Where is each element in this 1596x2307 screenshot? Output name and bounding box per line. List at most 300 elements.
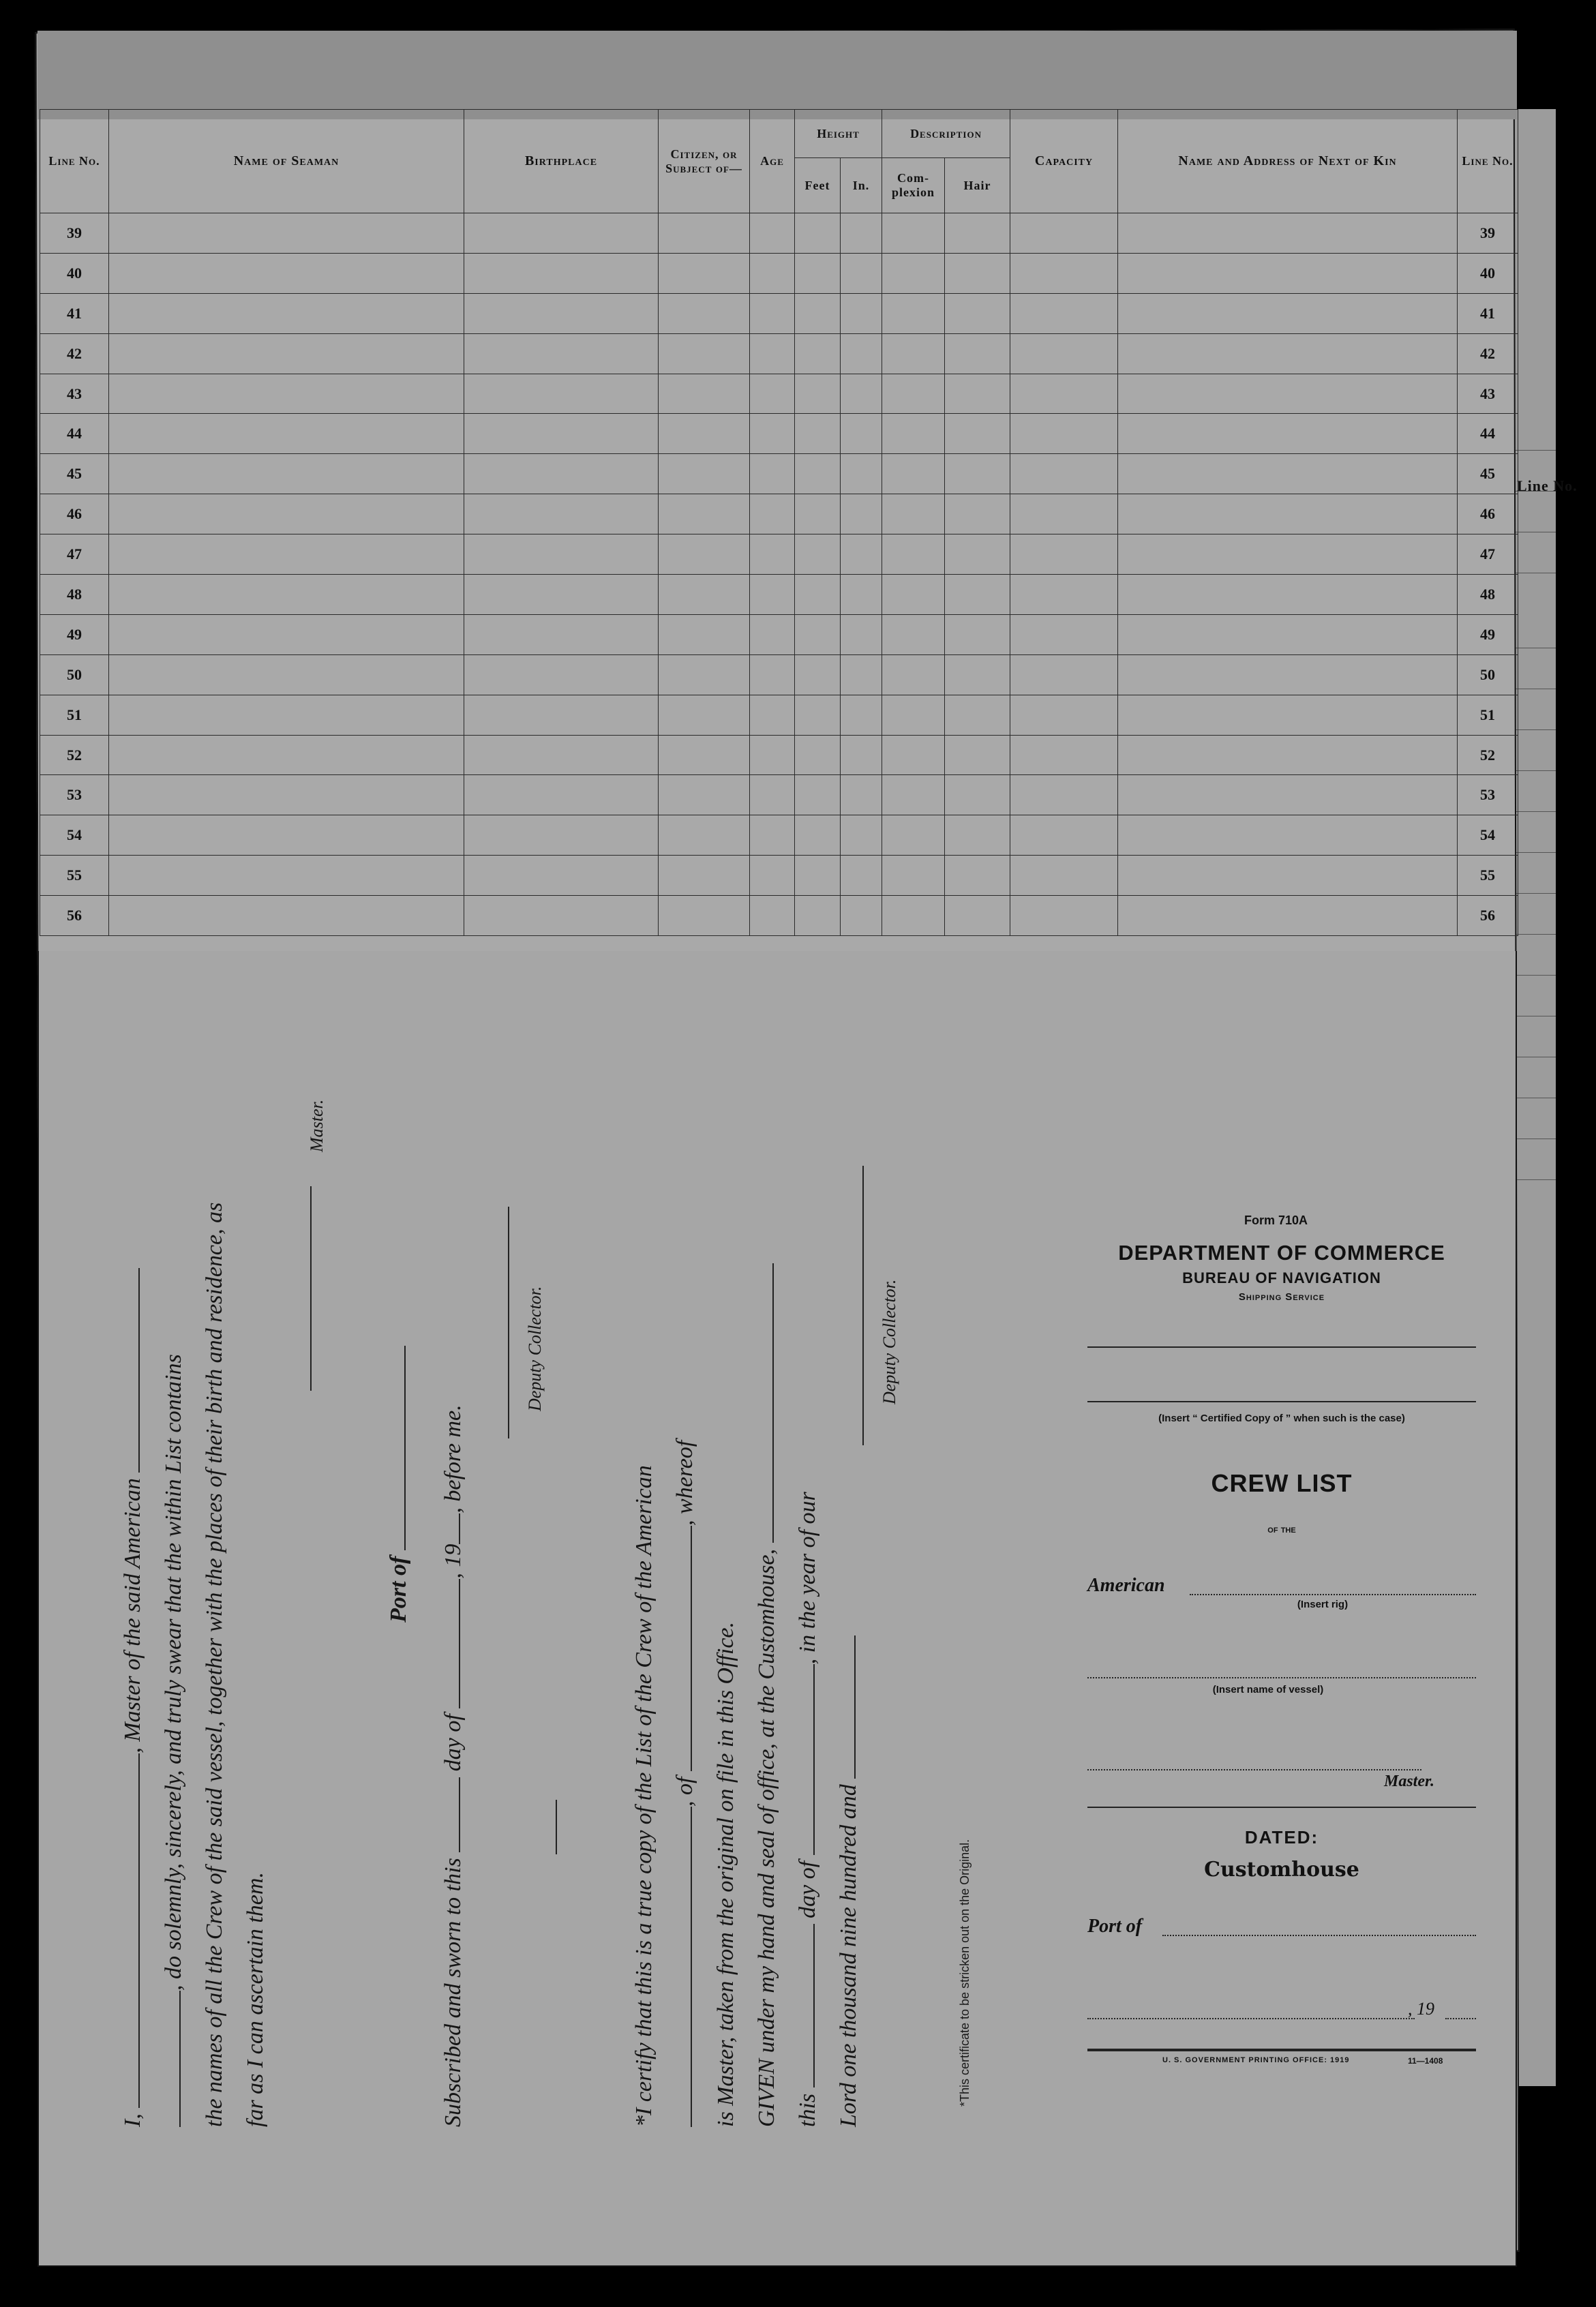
entry-cell[interactable] (109, 454, 464, 494)
entry-cell[interactable] (841, 735, 882, 775)
oath-nineteen: , 19 (440, 1543, 466, 1579)
oath-i: I, (120, 2113, 145, 2127)
entry-cell[interactable] (841, 534, 882, 575)
entry-cell[interactable] (464, 575, 659, 615)
insert-rig-note: (Insert rig) (1297, 1599, 1349, 1610)
underlying-line-header: Line No. (1517, 477, 1578, 494)
entry-cell[interactable] (945, 654, 1010, 695)
crew-table-body (40, 213, 1518, 936)
entry-cell[interactable] (882, 896, 945, 936)
entry-cell[interactable] (795, 414, 841, 454)
line-number: 54 (40, 815, 109, 856)
entry-cell[interactable] (750, 896, 795, 936)
header-citizen: Citizen, or Subject of— (659, 110, 750, 213)
entry-cell[interactable] (795, 494, 841, 534)
entry-cell[interactable] (109, 414, 464, 454)
entry-cell[interactable] (1010, 614, 1118, 654)
entry-cell[interactable] (464, 695, 659, 735)
entry-cell[interactable] (1118, 896, 1458, 936)
line-number: 56 (40, 896, 109, 936)
entry-cell[interactable] (1118, 253, 1458, 293)
entry-cell[interactable] (109, 575, 464, 615)
table-row (40, 293, 1518, 333)
port-of-label: Port of (1087, 1916, 1143, 1937)
entry-cell[interactable] (1010, 735, 1118, 775)
oath-year-of-our: , in the year of our (795, 1492, 820, 1665)
entry-cell[interactable] (659, 253, 750, 293)
cert-month-blank[interactable] (796, 1664, 815, 1855)
entry-cell[interactable] (1118, 614, 1458, 654)
entry-cell[interactable] (750, 775, 795, 815)
entry-cell[interactable] (464, 735, 659, 775)
entry-cell[interactable] (841, 654, 882, 695)
entry-cell[interactable] (1118, 856, 1458, 896)
entry-cell[interactable] (795, 213, 841, 254)
entry-cell[interactable] (882, 494, 945, 534)
entry-cell[interactable] (882, 253, 945, 293)
table-row (40, 333, 1518, 374)
table-row (40, 896, 1518, 936)
entry-cell[interactable] (1118, 534, 1458, 575)
department-title: DEPARTMENT OF COMMERCE (1118, 1241, 1445, 1265)
entry-cell[interactable] (882, 654, 945, 695)
entry-cell[interactable] (841, 775, 882, 815)
entry-cell[interactable] (750, 213, 795, 254)
entry-cell[interactable] (945, 213, 1010, 254)
entry-cell[interactable] (1010, 695, 1118, 735)
entry-cell[interactable] (1010, 815, 1118, 856)
line-number-right: 55 (1458, 856, 1518, 896)
certified-copy-line[interactable] (1087, 1346, 1476, 1348)
entry-cell[interactable] (1010, 534, 1118, 575)
oath-given: GIVEN under my hand and seal of office, at the Customhouse, (754, 1548, 779, 2127)
header-age: Age (750, 110, 795, 213)
table-row (40, 534, 1518, 575)
entry-cell[interactable] (1118, 454, 1458, 494)
entry-cell[interactable] (1010, 213, 1118, 254)
entry-cell[interactable] (795, 253, 841, 293)
entry-cell[interactable] (945, 856, 1010, 896)
entry-cell[interactable] (841, 494, 882, 534)
entry-cell[interactable] (750, 253, 795, 293)
line-number: 53 (40, 775, 109, 815)
line-number-right: 47 (1458, 534, 1518, 575)
deputy-signature-line-2[interactable] (862, 1166, 864, 1445)
entry-cell[interactable] (945, 534, 1010, 575)
cert-port-blank[interactable] (673, 1526, 692, 1771)
entry-cell[interactable] (1118, 695, 1458, 735)
entry-cell[interactable] (882, 815, 945, 856)
entry-cell[interactable] (109, 654, 464, 695)
entry-cell[interactable] (1010, 293, 1118, 333)
entry-cell[interactable] (659, 534, 750, 575)
rig-line[interactable] (1190, 1594, 1476, 1595)
entry-cell[interactable] (1118, 815, 1458, 856)
header-feet: Feet (795, 158, 841, 213)
day-blank[interactable] (441, 1777, 460, 1852)
table-row (40, 775, 1518, 815)
customhouse-label: Customhouse (1204, 1858, 1359, 1882)
oath-subscribed: Subscribed and sworn to this (440, 1858, 466, 2127)
entry-cell[interactable] (945, 494, 1010, 534)
entry-cell[interactable] (795, 575, 841, 615)
american-label: American (1087, 1575, 1165, 1596)
entry-cell[interactable] (659, 333, 750, 374)
entry-cell[interactable] (882, 856, 945, 896)
master-signature-label: Master. (307, 1099, 327, 1152)
table-row (40, 414, 1518, 454)
entry-cell[interactable] (750, 614, 795, 654)
entry-cell[interactable] (795, 695, 841, 735)
table-row (40, 815, 1518, 856)
entry-cell[interactable] (464, 454, 659, 494)
entry-cell[interactable] (882, 735, 945, 775)
line-number-right: 52 (1458, 735, 1518, 775)
entry-cell[interactable] (882, 454, 945, 494)
entry-cell[interactable] (945, 575, 1010, 615)
entry-cell[interactable] (945, 414, 1010, 454)
header-capacity: Capacity (1010, 110, 1118, 213)
master-label: Master. (1384, 1773, 1435, 1790)
service-title: Shipping Service (1238, 1291, 1325, 1303)
entry-cell[interactable] (945, 775, 1010, 815)
entry-cell[interactable] (750, 374, 795, 414)
line-number-right: 42 (1458, 333, 1518, 374)
entry-cell[interactable] (841, 896, 882, 936)
certified-copy-note: (Insert “ Certified Copy of ” when such is the case) (1158, 1413, 1405, 1424)
entry-cell[interactable] (659, 454, 750, 494)
cert-vessel-blank[interactable] (673, 1807, 692, 2127)
certified-copy-line-2[interactable] (1087, 1401, 1476, 1402)
entry-cell[interactable] (109, 293, 464, 333)
entry-cell[interactable] (945, 815, 1010, 856)
crew-table (40, 109, 1518, 936)
oath-do-solemnly: , do solemnly, sincerely, and truly swear that the within List contains (161, 1354, 186, 1991)
oath-is-master: is Master, taken from the original on file in this Office. (713, 1621, 738, 2127)
entry-cell[interactable] (659, 213, 750, 254)
header-next-of-kin: Name and Address of Next of Kin (1118, 110, 1458, 213)
entry-cell[interactable] (945, 454, 1010, 494)
oath-before-me: , before me. (440, 1404, 466, 1513)
entry-cell[interactable] (841, 293, 882, 333)
entry-cell[interactable] (1118, 775, 1458, 815)
entry-cell[interactable] (750, 333, 795, 374)
entry-cell[interactable] (945, 374, 1010, 414)
entry-cell[interactable] (464, 775, 659, 815)
entry-cell[interactable] (1010, 374, 1118, 414)
line-number: 48 (40, 575, 109, 615)
page-top-band (37, 31, 1517, 119)
entry-cell[interactable] (795, 735, 841, 775)
entry-cell[interactable] (659, 654, 750, 695)
header-hair: Hair (945, 158, 1010, 213)
entry-cell[interactable] (1010, 896, 1118, 936)
port-line[interactable] (1162, 1935, 1476, 1936)
entry-cell[interactable] (659, 374, 750, 414)
header-name-of-seaman: Name of Seaman (109, 110, 464, 213)
entry-cell[interactable] (882, 374, 945, 414)
entry-cell[interactable] (795, 293, 841, 333)
entry-cell[interactable] (464, 374, 659, 414)
entry-cell[interactable] (109, 695, 464, 735)
entry-cell[interactable] (750, 293, 795, 333)
entry-cell[interactable] (109, 856, 464, 896)
oath-day-of: day of (440, 1714, 466, 1772)
line-number: 40 (40, 253, 109, 293)
line-number-right: 40 (1458, 253, 1518, 293)
header-height: Height (795, 110, 882, 158)
line-number-right: 45 (1458, 454, 1518, 494)
entry-cell[interactable] (795, 815, 841, 856)
vessel-name-blank[interactable] (162, 1991, 181, 2127)
line-number: 45 (40, 454, 109, 494)
customhouse-blank[interactable] (755, 1263, 774, 1543)
entry-cell[interactable] (841, 815, 882, 856)
line-number: 49 (40, 614, 109, 654)
month-blank[interactable] (441, 1579, 460, 1708)
master-signature-line[interactable] (310, 1186, 312, 1391)
table-row (40, 374, 1518, 414)
date-line[interactable] (1087, 2018, 1415, 2019)
header-description: Description (882, 110, 1010, 158)
entry-cell[interactable] (109, 253, 464, 293)
entry-cell[interactable] (1010, 575, 1118, 615)
entry-cell[interactable] (841, 695, 882, 735)
entry-cell[interactable] (841, 213, 882, 254)
entry-cell[interactable] (945, 614, 1010, 654)
entry-cell[interactable] (109, 534, 464, 575)
entry-cell[interactable] (750, 654, 795, 695)
oath-this: this (795, 2093, 820, 2127)
oath-lord: Lord one thousand nine hundred and (836, 1784, 861, 2127)
entry-cell[interactable] (795, 333, 841, 374)
entry-cell[interactable] (109, 775, 464, 815)
entry-cell[interactable] (882, 695, 945, 735)
entry-cell[interactable] (750, 534, 795, 575)
entry-cell[interactable] (750, 494, 795, 534)
entry-cell[interactable] (945, 896, 1010, 936)
line-number: 44 (40, 414, 109, 454)
entry-cell[interactable] (659, 856, 750, 896)
line-number-right: 41 (1458, 293, 1518, 333)
entry-cell[interactable] (659, 494, 750, 534)
line-number-right: 56 (1458, 896, 1518, 936)
entry-cell[interactable] (1118, 735, 1458, 775)
vessel-type-blank[interactable] (121, 1268, 140, 1473)
table-row (40, 213, 1518, 254)
entry-cell[interactable] (659, 575, 750, 615)
entry-cell[interactable] (1010, 856, 1118, 896)
entry-cell[interactable] (882, 614, 945, 654)
dated-label: DATED: (1244, 1827, 1319, 1848)
entry-cell[interactable] (659, 695, 750, 735)
line-number: 43 (40, 374, 109, 414)
master-name-line[interactable] (1087, 1769, 1421, 1770)
entry-cell[interactable] (841, 614, 882, 654)
entry-cell[interactable] (841, 374, 882, 414)
oath-day-of2: day of (795, 1860, 820, 1918)
entry-cell[interactable] (750, 735, 795, 775)
entry-cell[interactable] (109, 333, 464, 374)
table-row (40, 735, 1518, 775)
entry-cell[interactable] (795, 654, 841, 695)
cert-year-blank[interactable] (837, 1635, 856, 1779)
header-complexion: Com- plexion (882, 158, 945, 213)
entry-cell[interactable] (1010, 775, 1118, 815)
entry-cell[interactable] (841, 575, 882, 615)
line-number-right: 51 (1458, 695, 1518, 735)
entry-cell[interactable] (1118, 213, 1458, 254)
entry-cell[interactable] (945, 333, 1010, 374)
oath-port-of: Port of (386, 1556, 411, 1623)
entry-cell[interactable] (464, 213, 659, 254)
entry-cell[interactable] (1118, 333, 1458, 374)
entry-cell[interactable] (109, 374, 464, 414)
port-blank[interactable] (387, 1346, 406, 1550)
separator-rule (556, 1800, 557, 1854)
entry-cell[interactable] (882, 414, 945, 454)
line-number: 51 (40, 695, 109, 735)
entry-cell[interactable] (750, 856, 795, 896)
entry-cell[interactable] (1118, 414, 1458, 454)
oath-master-of: , Master of the said American (120, 1478, 145, 1753)
entry-cell[interactable] (750, 575, 795, 615)
entry-cell[interactable] (464, 654, 659, 695)
entry-cell[interactable] (882, 775, 945, 815)
entry-cell[interactable] (750, 414, 795, 454)
entry-cell[interactable] (945, 735, 1010, 775)
entry-cell[interactable] (109, 213, 464, 254)
line-number: 41 (40, 293, 109, 333)
table-row (40, 654, 1518, 695)
entry-cell[interactable] (795, 454, 841, 494)
entry-cell[interactable] (1118, 575, 1458, 615)
table-row (40, 614, 1518, 654)
entry-cell[interactable] (1010, 253, 1118, 293)
entry-cell[interactable] (1010, 494, 1118, 534)
bureau-title: BUREAU OF NAVIGATION (1182, 1269, 1381, 1286)
line-number-right: 48 (1458, 575, 1518, 615)
entry-cell[interactable] (795, 856, 841, 896)
entry-cell[interactable] (945, 253, 1010, 293)
entry-cell[interactable] (464, 333, 659, 374)
year-line[interactable] (1445, 2018, 1476, 2019)
cover-bottom-rule (1087, 2049, 1476, 2051)
entry-cell[interactable] (795, 775, 841, 815)
line-number: 46 (40, 494, 109, 534)
entry-cell[interactable] (109, 494, 464, 534)
entry-cell[interactable] (841, 253, 882, 293)
entry-cell[interactable] (659, 896, 750, 936)
entry-cell[interactable] (659, 735, 750, 775)
entry-cell[interactable] (464, 414, 659, 454)
entry-cell[interactable] (882, 333, 945, 374)
entry-cell[interactable] (882, 575, 945, 615)
entry-cell[interactable] (1118, 494, 1458, 534)
entry-cell[interactable] (795, 534, 841, 575)
table-row (40, 494, 1518, 534)
entry-cell[interactable] (464, 614, 659, 654)
entry-cell[interactable] (464, 293, 659, 333)
entry-cell[interactable] (882, 534, 945, 575)
entry-cell[interactable] (109, 815, 464, 856)
entry-cell[interactable] (795, 896, 841, 936)
entry-cell[interactable] (795, 374, 841, 414)
entry-cell[interactable] (464, 494, 659, 534)
table-row (40, 856, 1518, 896)
year-label: , 19 (1408, 1999, 1434, 2019)
entry-cell[interactable] (1010, 654, 1118, 695)
line-number-right: 50 (1458, 654, 1518, 695)
entry-cell[interactable] (750, 454, 795, 494)
entry-cell[interactable] (109, 614, 464, 654)
crew-list-title: CREW LIST (1211, 1469, 1353, 1497)
oath-block (112, 1099, 899, 2127)
entry-cell[interactable] (945, 695, 1010, 735)
entry-cell[interactable] (882, 213, 945, 254)
entry-cell[interactable] (659, 775, 750, 815)
gpo-imprint: U. S. GOVERNMENT PRINTING OFFICE: 1919 (1162, 2056, 1350, 2064)
entry-cell[interactable] (1118, 293, 1458, 333)
entry-cell[interactable] (659, 293, 750, 333)
cert-day-blank[interactable] (796, 1924, 815, 2087)
header-line-no: Line No. (40, 110, 109, 213)
line-number-right: 53 (1458, 775, 1518, 815)
entry-cell[interactable] (464, 815, 659, 856)
cover-rule (1087, 1807, 1476, 1808)
entry-cell[interactable] (1118, 374, 1458, 414)
entry-cell[interactable] (659, 614, 750, 654)
entry-cell[interactable] (464, 534, 659, 575)
entry-cell[interactable] (1010, 414, 1118, 454)
entry-cell[interactable] (945, 293, 1010, 333)
entry-cell[interactable] (750, 815, 795, 856)
entry-cell[interactable] (841, 333, 882, 374)
entry-cell[interactable] (464, 896, 659, 936)
entry-cell[interactable] (464, 253, 659, 293)
entry-cell[interactable] (109, 735, 464, 775)
vessel-name-line[interactable] (1087, 1677, 1476, 1678)
entry-cell[interactable] (659, 815, 750, 856)
master-name-blank[interactable] (121, 1753, 140, 2108)
insert-vessel-note: (Insert name of vessel) (1212, 1684, 1324, 1695)
oath-of: , of (672, 1777, 697, 1807)
entry-cell[interactable] (659, 414, 750, 454)
header-birthplace: Birthplace (464, 110, 659, 213)
line-number: 52 (40, 735, 109, 775)
entry-cell[interactable] (841, 856, 882, 896)
entry-cell[interactable] (1010, 454, 1118, 494)
deputy-collector-label-2: Deputy Collector. (879, 1279, 899, 1404)
entry-cell[interactable] (1010, 333, 1118, 374)
entry-cell[interactable] (841, 454, 882, 494)
gpo-code: 11—1408 (1408, 2056, 1443, 2066)
entry-cell[interactable] (882, 293, 945, 333)
line-number-right: 49 (1458, 614, 1518, 654)
entry-cell[interactable] (1118, 654, 1458, 695)
entry-cell[interactable] (750, 695, 795, 735)
entry-cell[interactable] (841, 414, 882, 454)
oath-whereof: , whereof (672, 1440, 697, 1526)
entry-cell[interactable] (109, 896, 464, 936)
entry-cell[interactable] (464, 856, 659, 896)
line-number-right: 46 (1458, 494, 1518, 534)
deputy-signature-line[interactable] (508, 1207, 509, 1438)
line-number-right: 54 (1458, 815, 1518, 856)
line-number-right: 43 (1458, 374, 1518, 414)
entry-cell[interactable] (795, 614, 841, 654)
year-blank[interactable] (441, 1513, 460, 1544)
